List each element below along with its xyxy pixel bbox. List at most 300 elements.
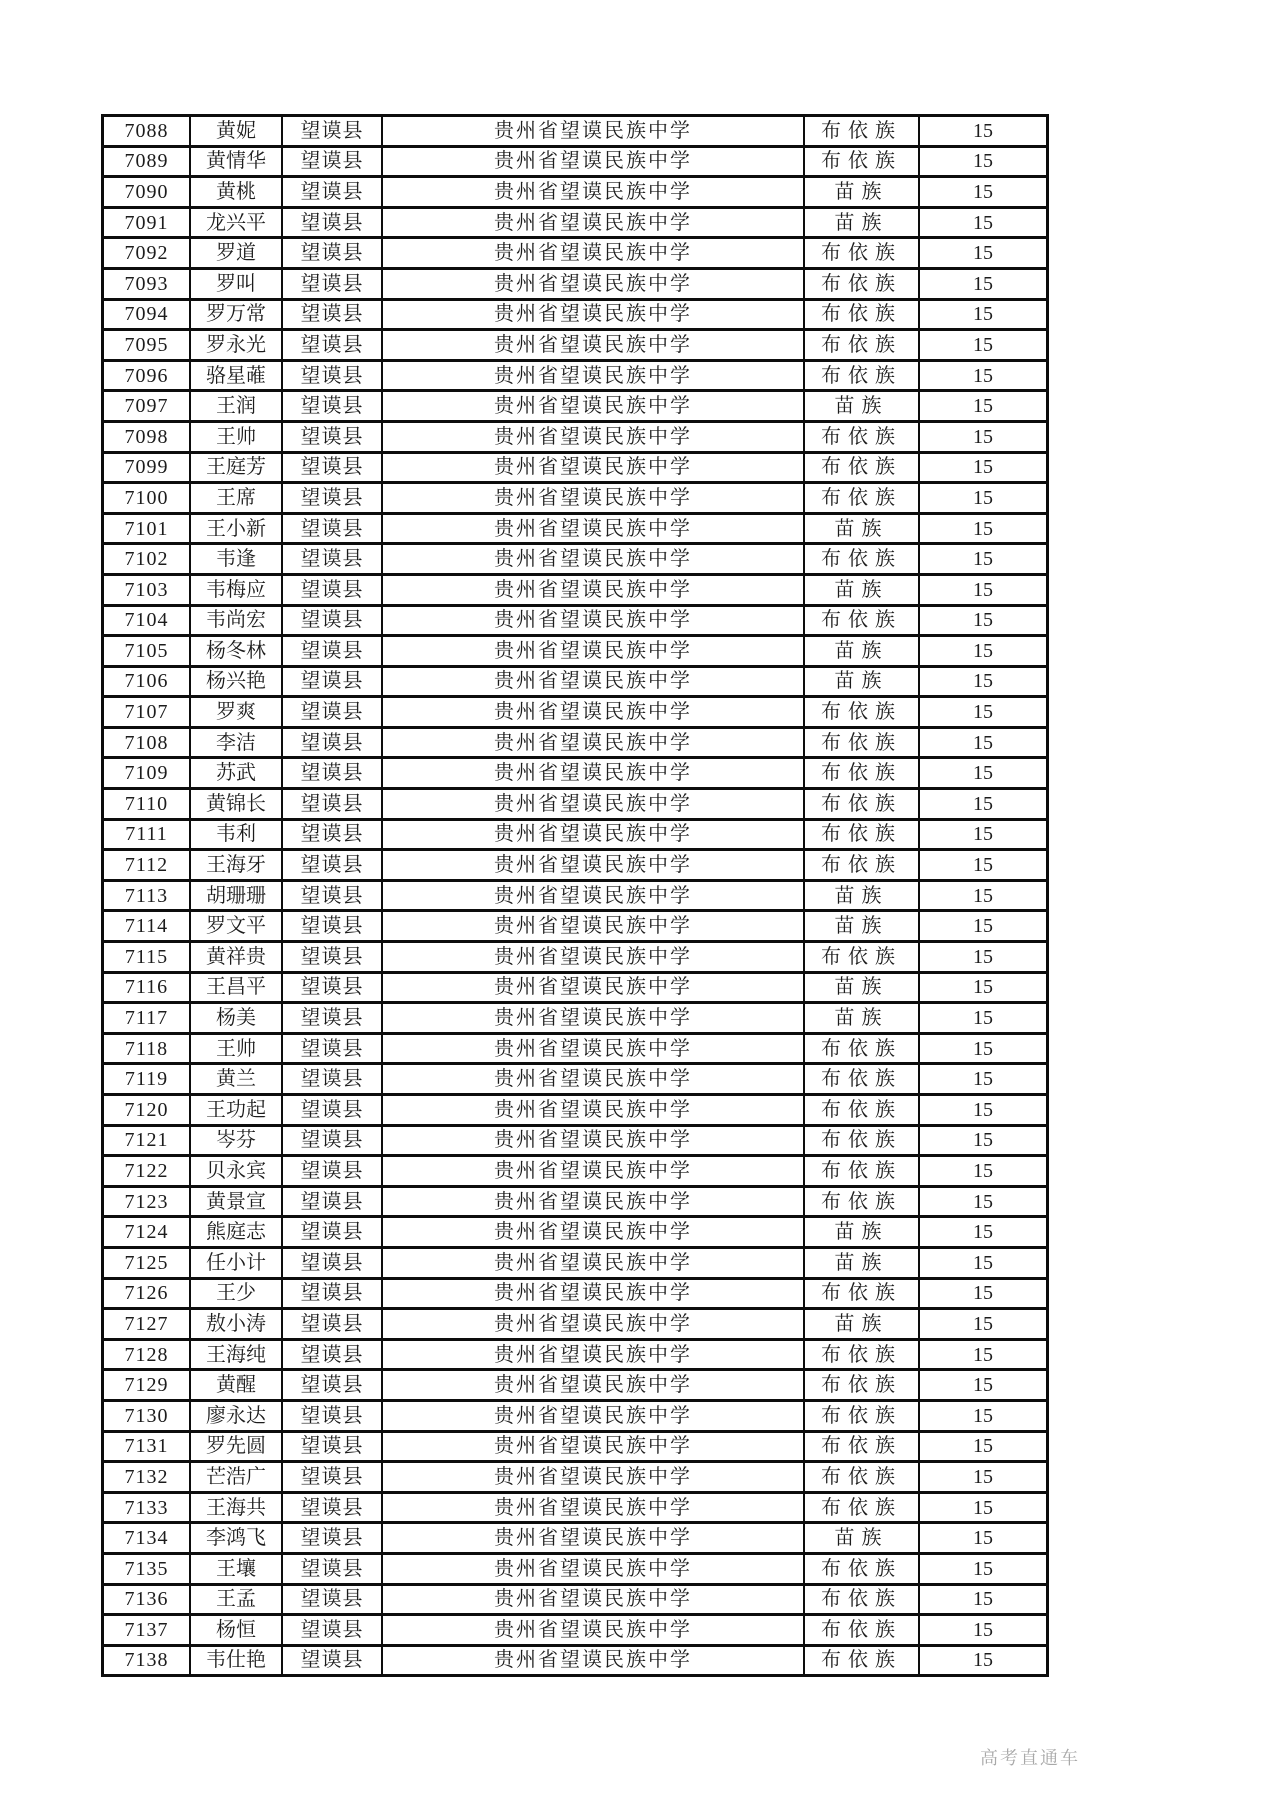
table-row bbox=[103, 1064, 1048, 1095]
cell-name: 黄兰 bbox=[190, 1064, 282, 1095]
cell-county: 望谟县 bbox=[282, 758, 382, 789]
cell-county: 望谟县 bbox=[282, 1492, 382, 1523]
table-row bbox=[103, 727, 1048, 758]
table-row bbox=[103, 880, 1048, 911]
cell-school: 贵州省望谟民族中学 bbox=[382, 238, 804, 269]
cell-school: 贵州省望谟民族中学 bbox=[382, 697, 804, 728]
table-row bbox=[103, 758, 1048, 789]
table-row bbox=[103, 268, 1048, 299]
cell-score: 15 bbox=[919, 1400, 1048, 1431]
cell-county: 望谟县 bbox=[282, 1095, 382, 1126]
cell-school: 贵州省望谟民族中学 bbox=[382, 574, 804, 605]
cell-county: 望谟县 bbox=[282, 1400, 382, 1431]
cell-ethnicity: 布依族 bbox=[804, 1125, 919, 1156]
cell-county: 望谟县 bbox=[282, 360, 382, 391]
cell-school: 贵州省望谟民族中学 bbox=[382, 452, 804, 483]
cell-id: 7114 bbox=[103, 911, 191, 942]
table-row bbox=[103, 1462, 1048, 1493]
cell-name: 王帅 bbox=[190, 1033, 282, 1064]
cell-score: 15 bbox=[919, 1033, 1048, 1064]
cell-county: 望谟县 bbox=[282, 1523, 382, 1554]
cell-name: 熊庭志 bbox=[190, 1217, 282, 1248]
cell-school: 贵州省望谟民族中学 bbox=[382, 421, 804, 452]
cell-score: 15 bbox=[919, 1309, 1048, 1340]
cell-score: 15 bbox=[919, 513, 1048, 544]
cell-id: 7095 bbox=[103, 330, 191, 361]
cell-id: 7112 bbox=[103, 850, 191, 881]
cell-score: 15 bbox=[919, 1156, 1048, 1187]
cell-id: 7092 bbox=[103, 238, 191, 269]
cell-school: 贵州省望谟民族中学 bbox=[382, 942, 804, 973]
cell-county: 望谟县 bbox=[282, 1247, 382, 1278]
cell-ethnicity: 布依族 bbox=[804, 819, 919, 850]
cell-id: 7135 bbox=[103, 1553, 191, 1584]
table-row bbox=[103, 850, 1048, 881]
cell-name: 韦梅应 bbox=[190, 574, 282, 605]
table-row bbox=[103, 636, 1048, 667]
table-row bbox=[103, 1278, 1048, 1309]
cell-name: 罗道 bbox=[190, 238, 282, 269]
cell-ethnicity: 苗族 bbox=[804, 911, 919, 942]
cell-name: 罗爽 bbox=[190, 697, 282, 728]
cell-score: 15 bbox=[919, 574, 1048, 605]
cell-name: 黄醒 bbox=[190, 1370, 282, 1401]
cell-score: 15 bbox=[919, 1370, 1048, 1401]
cell-score: 15 bbox=[919, 1431, 1048, 1462]
cell-id: 7137 bbox=[103, 1615, 191, 1646]
cell-county: 望谟县 bbox=[282, 1553, 382, 1584]
cell-id: 7110 bbox=[103, 789, 191, 820]
cell-score: 15 bbox=[919, 666, 1048, 697]
cell-id: 7118 bbox=[103, 1033, 191, 1064]
cell-score: 15 bbox=[919, 299, 1048, 330]
cell-name: 王海牙 bbox=[190, 850, 282, 881]
cell-id: 7130 bbox=[103, 1400, 191, 1431]
cell-school: 贵州省望谟民族中学 bbox=[382, 605, 804, 636]
cell-id: 7132 bbox=[103, 1462, 191, 1493]
cell-ethnicity: 布依族 bbox=[804, 360, 919, 391]
cell-ethnicity: 布依族 bbox=[804, 116, 919, 147]
cell-county: 望谟县 bbox=[282, 1645, 382, 1676]
cell-id: 7116 bbox=[103, 972, 191, 1003]
cell-score: 15 bbox=[919, 1125, 1048, 1156]
table-row bbox=[103, 1645, 1048, 1676]
cell-id: 7107 bbox=[103, 697, 191, 728]
cell-name: 韦利 bbox=[190, 819, 282, 850]
cell-id: 7111 bbox=[103, 819, 191, 850]
cell-ethnicity: 布依族 bbox=[804, 1186, 919, 1217]
cell-school: 贵州省望谟民族中学 bbox=[382, 207, 804, 238]
cell-ethnicity: 苗族 bbox=[804, 636, 919, 667]
cell-score: 15 bbox=[919, 605, 1048, 636]
cell-ethnicity: 苗族 bbox=[804, 574, 919, 605]
cell-score: 15 bbox=[919, 421, 1048, 452]
cell-ethnicity: 布依族 bbox=[804, 299, 919, 330]
cell-id: 7104 bbox=[103, 605, 191, 636]
cell-school: 贵州省望谟民族中学 bbox=[382, 1217, 804, 1248]
cell-score: 15 bbox=[919, 146, 1048, 177]
cell-ethnicity: 布依族 bbox=[804, 452, 919, 483]
cell-county: 望谟县 bbox=[282, 605, 382, 636]
cell-ethnicity: 布依族 bbox=[804, 789, 919, 820]
cell-ethnicity: 苗族 bbox=[804, 880, 919, 911]
cell-id: 7101 bbox=[103, 513, 191, 544]
cell-ethnicity: 布依族 bbox=[804, 238, 919, 269]
cell-school: 贵州省望谟民族中学 bbox=[382, 727, 804, 758]
cell-county: 望谟县 bbox=[282, 391, 382, 422]
cell-id: 7136 bbox=[103, 1584, 191, 1615]
cell-county: 望谟县 bbox=[282, 330, 382, 361]
cell-score: 15 bbox=[919, 1339, 1048, 1370]
table-row bbox=[103, 697, 1048, 728]
cell-county: 望谟县 bbox=[282, 1064, 382, 1095]
cell-score: 15 bbox=[919, 1523, 1048, 1554]
cell-id: 7115 bbox=[103, 942, 191, 973]
cell-ethnicity: 布依族 bbox=[804, 1645, 919, 1676]
cell-score: 15 bbox=[919, 207, 1048, 238]
table-row bbox=[103, 1095, 1048, 1126]
cell-name: 韦仕艳 bbox=[190, 1645, 282, 1676]
cell-score: 15 bbox=[919, 1492, 1048, 1523]
cell-score: 15 bbox=[919, 727, 1048, 758]
students-table bbox=[101, 114, 1049, 1677]
cell-ethnicity: 布依族 bbox=[804, 1033, 919, 1064]
cell-name: 贝永宾 bbox=[190, 1156, 282, 1187]
table-row bbox=[103, 666, 1048, 697]
cell-id: 7125 bbox=[103, 1247, 191, 1278]
cell-id: 7113 bbox=[103, 880, 191, 911]
cell-ethnicity: 布依族 bbox=[804, 697, 919, 728]
cell-school: 贵州省望谟民族中学 bbox=[382, 1400, 804, 1431]
cell-id: 7121 bbox=[103, 1125, 191, 1156]
cell-ethnicity: 苗族 bbox=[804, 1309, 919, 1340]
cell-name: 罗万常 bbox=[190, 299, 282, 330]
table-row bbox=[103, 238, 1048, 269]
cell-name: 罗先圆 bbox=[190, 1431, 282, 1462]
cell-county: 望谟县 bbox=[282, 574, 382, 605]
cell-name: 王昌平 bbox=[190, 972, 282, 1003]
cell-school: 贵州省望谟民族中学 bbox=[382, 1462, 804, 1493]
cell-school: 贵州省望谟民族中学 bbox=[382, 177, 804, 208]
cell-ethnicity: 苗族 bbox=[804, 1247, 919, 1278]
cell-name: 王庭芳 bbox=[190, 452, 282, 483]
cell-county: 望谟县 bbox=[282, 452, 382, 483]
cell-ethnicity: 布依族 bbox=[804, 1278, 919, 1309]
cell-ethnicity: 苗族 bbox=[804, 1523, 919, 1554]
cell-county: 望谟县 bbox=[282, 880, 382, 911]
cell-school: 贵州省望谟民族中学 bbox=[382, 972, 804, 1003]
cell-name: 罗文平 bbox=[190, 911, 282, 942]
cell-school: 贵州省望谟民族中学 bbox=[382, 911, 804, 942]
cell-county: 望谟县 bbox=[282, 789, 382, 820]
cell-ethnicity: 布依族 bbox=[804, 758, 919, 789]
cell-school: 贵州省望谟民族中学 bbox=[382, 1584, 804, 1615]
cell-score: 15 bbox=[919, 1003, 1048, 1034]
cell-name: 王壤 bbox=[190, 1553, 282, 1584]
cell-ethnicity: 布依族 bbox=[804, 146, 919, 177]
cell-county: 望谟县 bbox=[282, 1309, 382, 1340]
cell-id: 7093 bbox=[103, 268, 191, 299]
table-row bbox=[103, 1156, 1048, 1187]
table-row bbox=[103, 1553, 1048, 1584]
cell-id: 7100 bbox=[103, 483, 191, 514]
cell-score: 15 bbox=[919, 177, 1048, 208]
cell-score: 15 bbox=[919, 789, 1048, 820]
cell-ethnicity: 布依族 bbox=[804, 1615, 919, 1646]
cell-school: 贵州省望谟民族中学 bbox=[382, 819, 804, 850]
cell-name: 黄锦长 bbox=[190, 789, 282, 820]
table-row bbox=[103, 1492, 1048, 1523]
cell-county: 望谟县 bbox=[282, 727, 382, 758]
cell-id: 7108 bbox=[103, 727, 191, 758]
cell-ethnicity: 苗族 bbox=[804, 666, 919, 697]
cell-score: 15 bbox=[919, 1553, 1048, 1584]
cell-score: 15 bbox=[919, 1645, 1048, 1676]
cell-school: 贵州省望谟民族中学 bbox=[382, 1186, 804, 1217]
cell-ethnicity: 布依族 bbox=[804, 1431, 919, 1462]
cell-score: 15 bbox=[919, 1615, 1048, 1646]
cell-name: 罗叫 bbox=[190, 268, 282, 299]
cell-county: 望谟县 bbox=[282, 483, 382, 514]
table-row bbox=[103, 1217, 1048, 1248]
cell-school: 贵州省望谟民族中学 bbox=[382, 666, 804, 697]
table-body bbox=[103, 116, 1048, 1676]
table-row bbox=[103, 1003, 1048, 1034]
table-row bbox=[103, 1584, 1048, 1615]
cell-name: 胡珊珊 bbox=[190, 880, 282, 911]
cell-ethnicity: 布依族 bbox=[804, 544, 919, 575]
table-row bbox=[103, 1309, 1048, 1340]
cell-ethnicity: 布依族 bbox=[804, 1339, 919, 1370]
cell-county: 望谟县 bbox=[282, 1156, 382, 1187]
cell-county: 望谟县 bbox=[282, 1462, 382, 1493]
cell-ethnicity: 苗族 bbox=[804, 207, 919, 238]
cell-school: 贵州省望谟民族中学 bbox=[382, 1492, 804, 1523]
cell-score: 15 bbox=[919, 1217, 1048, 1248]
cell-score: 15 bbox=[919, 697, 1048, 728]
table-row bbox=[103, 1523, 1048, 1554]
table-row bbox=[103, 330, 1048, 361]
cell-ethnicity: 布依族 bbox=[804, 1584, 919, 1615]
cell-ethnicity: 布依族 bbox=[804, 1370, 919, 1401]
table-row bbox=[103, 574, 1048, 605]
cell-score: 15 bbox=[919, 360, 1048, 391]
cell-school: 贵州省望谟民族中学 bbox=[382, 360, 804, 391]
cell-id: 7098 bbox=[103, 421, 191, 452]
table-row bbox=[103, 360, 1048, 391]
cell-ethnicity: 布依族 bbox=[804, 1064, 919, 1095]
cell-name: 王小新 bbox=[190, 513, 282, 544]
table-row bbox=[103, 452, 1048, 483]
cell-school: 贵州省望谟民族中学 bbox=[382, 636, 804, 667]
cell-ethnicity: 布依族 bbox=[804, 1095, 919, 1126]
table-row bbox=[103, 207, 1048, 238]
table-row bbox=[103, 299, 1048, 330]
table-row bbox=[103, 1400, 1048, 1431]
cell-id: 7099 bbox=[103, 452, 191, 483]
table-row bbox=[103, 391, 1048, 422]
cell-name: 罗永光 bbox=[190, 330, 282, 361]
cell-county: 望谟县 bbox=[282, 1033, 382, 1064]
cell-county: 望谟县 bbox=[282, 1431, 382, 1462]
cell-score: 15 bbox=[919, 1186, 1048, 1217]
cell-id: 7126 bbox=[103, 1278, 191, 1309]
cell-id: 7097 bbox=[103, 391, 191, 422]
cell-name: 王海纯 bbox=[190, 1339, 282, 1370]
cell-id: 7133 bbox=[103, 1492, 191, 1523]
cell-school: 贵州省望谟民族中学 bbox=[382, 483, 804, 514]
cell-id: 7106 bbox=[103, 666, 191, 697]
cell-ethnicity: 苗族 bbox=[804, 1217, 919, 1248]
cell-school: 贵州省望谟民族中学 bbox=[382, 116, 804, 147]
cell-ethnicity: 布依族 bbox=[804, 850, 919, 881]
cell-id: 7129 bbox=[103, 1370, 191, 1401]
cell-school: 贵州省望谟民族中学 bbox=[382, 1370, 804, 1401]
cell-score: 15 bbox=[919, 880, 1048, 911]
cell-name: 芒浩广 bbox=[190, 1462, 282, 1493]
table-row bbox=[103, 972, 1048, 1003]
cell-id: 7119 bbox=[103, 1064, 191, 1095]
cell-name: 王孟 bbox=[190, 1584, 282, 1615]
cell-county: 望谟县 bbox=[282, 1615, 382, 1646]
cell-name: 李鸿飞 bbox=[190, 1523, 282, 1554]
cell-score: 15 bbox=[919, 942, 1048, 973]
cell-school: 贵州省望谟民族中学 bbox=[382, 299, 804, 330]
cell-county: 望谟县 bbox=[282, 697, 382, 728]
cell-county: 望谟县 bbox=[282, 544, 382, 575]
cell-score: 15 bbox=[919, 819, 1048, 850]
cell-score: 15 bbox=[919, 268, 1048, 299]
cell-name: 任小计 bbox=[190, 1247, 282, 1278]
cell-name: 黄景宣 bbox=[190, 1186, 282, 1217]
table-row bbox=[103, 177, 1048, 208]
cell-ethnicity: 布依族 bbox=[804, 1492, 919, 1523]
cell-score: 15 bbox=[919, 391, 1048, 422]
cell-county: 望谟县 bbox=[282, 819, 382, 850]
cell-school: 贵州省望谟民族中学 bbox=[382, 330, 804, 361]
cell-county: 望谟县 bbox=[282, 177, 382, 208]
cell-county: 望谟县 bbox=[282, 972, 382, 1003]
cell-name: 韦逢 bbox=[190, 544, 282, 575]
table-row bbox=[103, 146, 1048, 177]
cell-county: 望谟县 bbox=[282, 1339, 382, 1370]
cell-id: 7094 bbox=[103, 299, 191, 330]
cell-name: 黄妮 bbox=[190, 116, 282, 147]
cell-county: 望谟县 bbox=[282, 513, 382, 544]
cell-school: 贵州省望谟民族中学 bbox=[382, 880, 804, 911]
cell-name: 杨美 bbox=[190, 1003, 282, 1034]
cell-name: 杨兴艳 bbox=[190, 666, 282, 697]
cell-county: 望谟县 bbox=[282, 146, 382, 177]
table-row bbox=[103, 1370, 1048, 1401]
cell-id: 7089 bbox=[103, 146, 191, 177]
cell-score: 15 bbox=[919, 1462, 1048, 1493]
cell-school: 贵州省望谟民族中学 bbox=[382, 1309, 804, 1340]
cell-school: 贵州省望谟民族中学 bbox=[382, 1278, 804, 1309]
table-row bbox=[103, 1615, 1048, 1646]
cell-id: 7120 bbox=[103, 1095, 191, 1126]
cell-score: 15 bbox=[919, 1095, 1048, 1126]
cell-ethnicity: 布依族 bbox=[804, 421, 919, 452]
table-row bbox=[103, 513, 1048, 544]
cell-id: 7105 bbox=[103, 636, 191, 667]
table-row bbox=[103, 483, 1048, 514]
cell-school: 贵州省望谟民族中学 bbox=[382, 1156, 804, 1187]
cell-name: 黄桃 bbox=[190, 177, 282, 208]
cell-id: 7117 bbox=[103, 1003, 191, 1034]
cell-score: 15 bbox=[919, 1278, 1048, 1309]
table-row bbox=[103, 1339, 1048, 1370]
cell-county: 望谟县 bbox=[282, 942, 382, 973]
table-row bbox=[103, 1247, 1048, 1278]
table-row bbox=[103, 421, 1048, 452]
cell-score: 15 bbox=[919, 544, 1048, 575]
cell-score: 15 bbox=[919, 1064, 1048, 1095]
cell-name: 王少 bbox=[190, 1278, 282, 1309]
cell-id: 7090 bbox=[103, 177, 191, 208]
cell-ethnicity: 布依族 bbox=[804, 330, 919, 361]
cell-county: 望谟县 bbox=[282, 636, 382, 667]
table-row bbox=[103, 911, 1048, 942]
cell-name: 王席 bbox=[190, 483, 282, 514]
cell-name: 黄情华 bbox=[190, 146, 282, 177]
cell-ethnicity: 布依族 bbox=[804, 483, 919, 514]
cell-ethnicity: 布依族 bbox=[804, 1462, 919, 1493]
cell-ethnicity: 苗族 bbox=[804, 1003, 919, 1034]
cell-score: 15 bbox=[919, 758, 1048, 789]
cell-school: 贵州省望谟民族中学 bbox=[382, 146, 804, 177]
cell-name: 苏武 bbox=[190, 758, 282, 789]
table-row bbox=[103, 942, 1048, 973]
cell-id: 7088 bbox=[103, 116, 191, 147]
cell-county: 望谟县 bbox=[282, 1003, 382, 1034]
cell-ethnicity: 布依族 bbox=[804, 268, 919, 299]
cell-name: 王功起 bbox=[190, 1095, 282, 1126]
cell-id: 7096 bbox=[103, 360, 191, 391]
cell-score: 15 bbox=[919, 238, 1048, 269]
cell-ethnicity: 布依族 bbox=[804, 1553, 919, 1584]
cell-name: 王帅 bbox=[190, 421, 282, 452]
cell-school: 贵州省望谟民族中学 bbox=[382, 758, 804, 789]
cell-name: 岑芬 bbox=[190, 1125, 282, 1156]
cell-score: 15 bbox=[919, 116, 1048, 147]
cell-id: 7109 bbox=[103, 758, 191, 789]
cell-id: 7127 bbox=[103, 1309, 191, 1340]
cell-school: 贵州省望谟民族中学 bbox=[382, 1553, 804, 1584]
cell-score: 15 bbox=[919, 911, 1048, 942]
cell-score: 15 bbox=[919, 850, 1048, 881]
cell-name: 王海共 bbox=[190, 1492, 282, 1523]
cell-name: 龙兴平 bbox=[190, 207, 282, 238]
cell-school: 贵州省望谟民族中学 bbox=[382, 1033, 804, 1064]
cell-school: 贵州省望谟民族中学 bbox=[382, 544, 804, 575]
cell-id: 7138 bbox=[103, 1645, 191, 1676]
cell-name: 韦尚宏 bbox=[190, 605, 282, 636]
cell-score: 15 bbox=[919, 452, 1048, 483]
cell-county: 望谟县 bbox=[282, 1278, 382, 1309]
cell-school: 贵州省望谟民族中学 bbox=[382, 1431, 804, 1462]
cell-name: 黄祥贵 bbox=[190, 942, 282, 973]
table-row bbox=[103, 1033, 1048, 1064]
cell-county: 望谟县 bbox=[282, 299, 382, 330]
table-row bbox=[103, 1431, 1048, 1462]
table-row bbox=[103, 116, 1048, 147]
cell-county: 望谟县 bbox=[282, 1370, 382, 1401]
cell-ethnicity: 苗族 bbox=[804, 972, 919, 1003]
cell-score: 15 bbox=[919, 636, 1048, 667]
cell-county: 望谟县 bbox=[282, 911, 382, 942]
cell-score: 15 bbox=[919, 1584, 1048, 1615]
